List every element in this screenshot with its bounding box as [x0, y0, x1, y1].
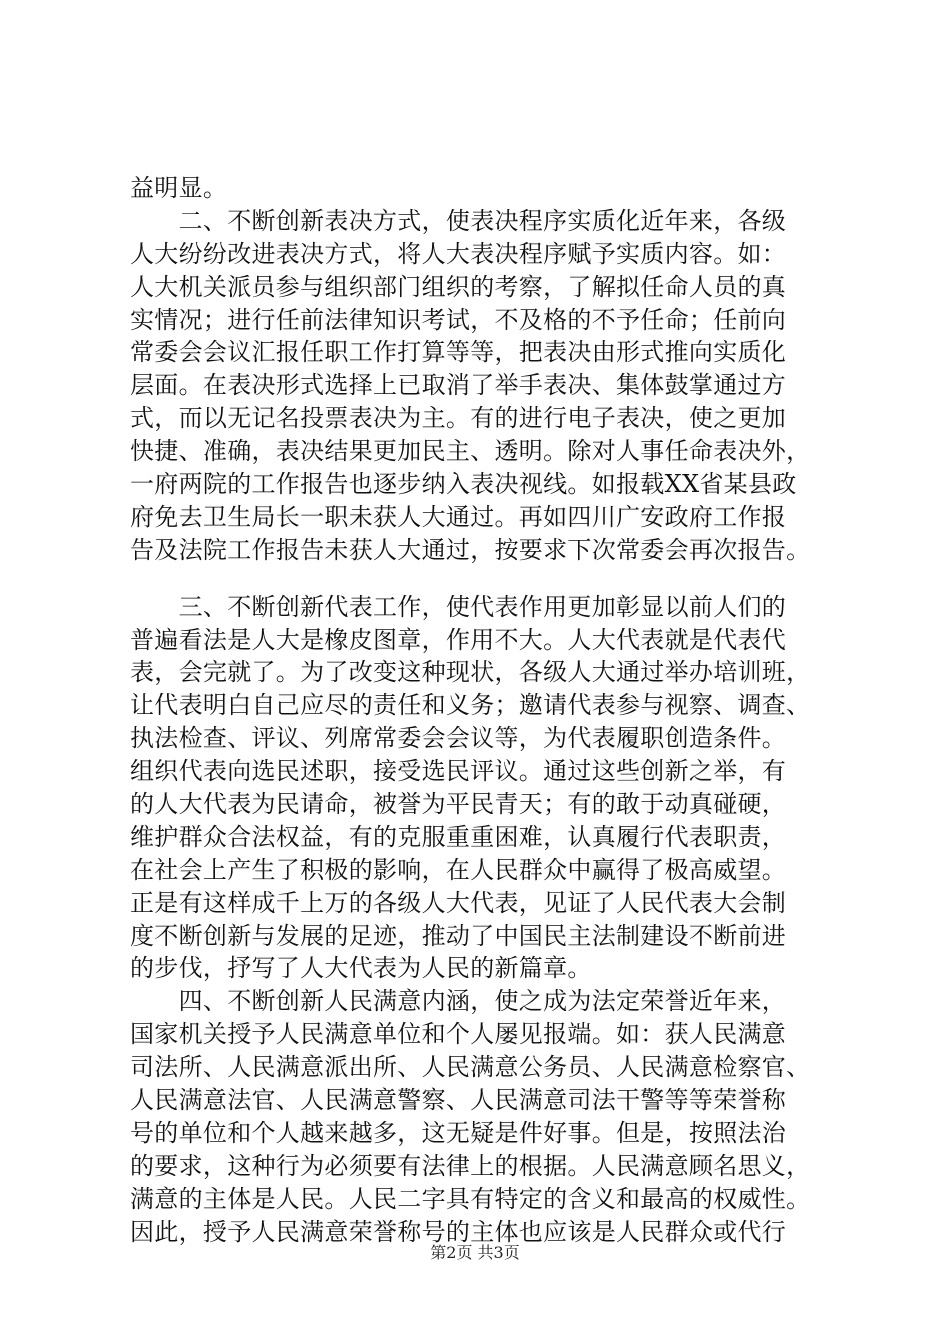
text-line: 正是有这样成千上万的各级人大代表，见证了人民代表大会制 — [130, 888, 787, 917]
text-line: 执法检查、评议、列席常委会会议等，为代表履职创造条件。 — [130, 724, 787, 753]
text-line: 的要求，这种行为必须要有法律上的根据。人民满意顾名思义， — [130, 1151, 811, 1180]
text-line: 常委会会议汇报任职工作打算等等，把表决由形式推向实质化 — [130, 338, 787, 367]
text-line: 让代表明白自己应尽的责任和义务；邀请代表参与视察、调查、 — [130, 691, 811, 720]
paragraph-2 — [130, 205, 842, 567]
document-body — [130, 172, 842, 1249]
text-line: 式，而以无记名投票表决为主。有的进行电子表决，使之更加 — [130, 404, 787, 433]
text-line: 普遍看法是人大是橡皮图章，作用不大。人大代表就是代表代 — [130, 625, 787, 654]
text-line: 益明显。 — [130, 174, 228, 202]
text-line: 层面。在表决形式选择上已取消了举手表决、集体鼓掌通过方 — [130, 371, 787, 400]
text-line: 实情况；进行任前法律知识考试，不及格的不予任命；任前向 — [130, 305, 787, 334]
text-line: 人大纷纷改进表决方式，将人大表决程序赋予实质内容。如： — [130, 239, 787, 268]
page-number: 第2页 共3页 — [430, 1243, 520, 1262]
text-line: 表，会完就了。为了改变这种现状，各级人大通过举办培训班， — [130, 658, 811, 687]
text-line: 号的单位和个人越来越多，这无疑是件好事。但是，按照法治 — [130, 1118, 787, 1147]
text-line: 满意的主体是人民。人民二字具有特定的含义和最高的权威性。 — [130, 1184, 811, 1213]
text-line: 因此，授予人民满意荣誉称号的主体也应该是人民群众或代行 — [130, 1217, 787, 1246]
text-line: 府免去卫生局长一职未获人大通过。再如四川广安政府工作报 — [130, 502, 787, 531]
text-line: 维护群众合法权益，有的克服重重困难，认真履行代表职责， — [130, 822, 787, 851]
paragraph-4 — [130, 985, 842, 1248]
text-line: 的人大代表为民请命，被誉为平民青天；有的敢于动真碰硬， — [130, 790, 787, 819]
paragraph-spacer — [130, 567, 842, 591]
page-footer — [0, 1240, 950, 1263]
text-line: 告及法院工作报告未获人大通过，按要求下次常委会再次报告。 — [130, 535, 811, 564]
text-line: 人大机关派员参与组织部门组织的考察，了解拟任命人员的真 — [130, 272, 787, 301]
text-line: 三、不断创新代表工作，使代表作用更加彰显以前人们的 — [130, 592, 787, 621]
paragraph-3 — [130, 591, 842, 986]
text-line: 司法所、人民满意派出所、人民满意公务员、人民满意检察官、 — [130, 1053, 811, 1082]
text-line: 快捷、准确，表决结果更加民主、透明。除对人事任命表决外， — [130, 437, 811, 466]
text-line: 人民满意法官、人民满意警察、人民满意司法干警等等荣誉称 — [130, 1086, 787, 1115]
text-line: 二、不断创新表决方式，使表决程序实质化近年来，各级 — [130, 206, 787, 235]
text-line: 度不断创新与发展的足迹，推动了中国民主法制建设不断前进 — [130, 921, 787, 950]
text-line: 的步伐，抒写了人大代表为人民的新篇章。 — [130, 954, 592, 983]
text-line: 在社会上产生了积极的影响，在人民群众中赢得了极高威望。 — [130, 855, 787, 884]
text-line: 组织代表向选民述职，接受选民评议。通过这些创新之举，有 — [130, 757, 787, 786]
paragraph-1 — [130, 172, 842, 205]
text-line: 国家机关授予人民满意单位和个人屡见报端。如：获人民满意 — [130, 1020, 787, 1049]
text-line: 一府两院的工作报告也逐步纳入表决视线。如报载XX省某县政 — [130, 470, 797, 499]
text-line: 四、不断创新人民满意内涵，使之成为法定荣誉近年来， — [130, 987, 787, 1016]
